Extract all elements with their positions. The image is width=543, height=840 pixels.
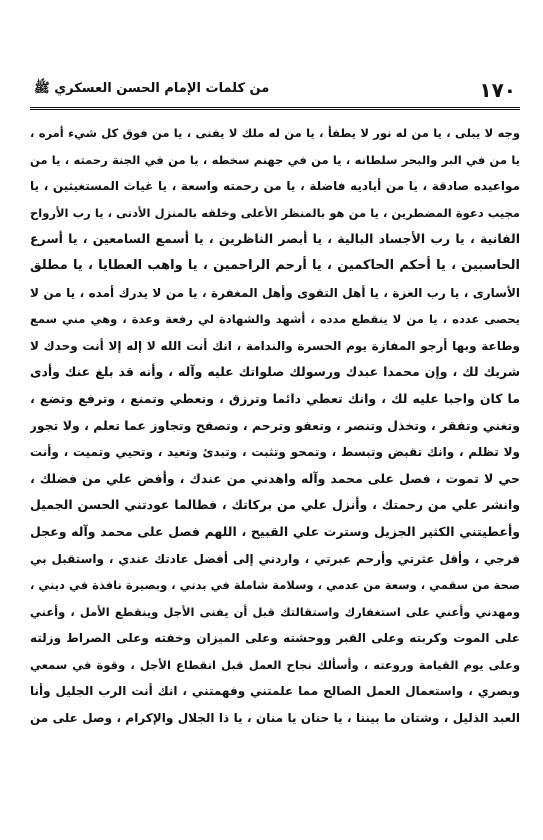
page-number: ١٧٠ [479, 78, 516, 102]
text-line: وانشر علي من رحمتك ، وأنزل علي من بركاتك ، فطالما عودتني الحسن الجميل [30, 497, 520, 513]
text-line: على الموت وكربته وعلى القبر ووحشته وعلى الميزان وخفته وعلى الصراط وزلته [30, 631, 520, 646]
text-line: وطاعة وبها أرجو المفازة يوم الحسرة والندامة ، انك أنت الله لا إله إلا أنت وحدك لا [30, 338, 520, 353]
text-line: وبصري ، واستعمال العمل الصالح مما علمتني وفهمتني ، انك أنت الرب الجليل وأنا [30, 684, 520, 699]
text-line: الأسارى ، يا رب العزة ، يا أهل التقوى وأهل المغفرة ، يا من لا يدرك أمده ، يا من لا [30, 285, 520, 300]
text-line: ما كان واجبا عليه لك ، وانك تعطي دائما وترزق ، وتعطي وتمنع ، وترفع وتضع ، [30, 390, 520, 406]
text-line: حي لا تموت ، فصل على محمد وآله واهدني من عندك ، وأفض علي من فضلك ، [30, 470, 520, 486]
text-line: وجه لا يبلى ، يا من له نور لا يطفأ ، يا من له ملك لا يفنى ، يا من فوق كل شيء أمره ، [30, 126, 520, 140]
text-line: صحة من سقمي ، وسعة من عدمي ، وسلامة شاملة في بدني ، وبصيرة نافذة في ديني ، [30, 578, 520, 593]
text-line: فرجي ، وأقل عثرتي وأرحم عبرتي ، واردني إلى أفضل عادتك عندي ، واستقبل بي [30, 551, 520, 566]
running-title: من كلمات الإمام الحسن العسكري ﷺ [34, 81, 270, 96]
text-line: مواعيده صادقة ، يا من أياديه فاضلة ، يا من رحمته واسعة ، يا غياث المستغيثين ، يا [30, 179, 520, 194]
text-line: ومهدني وأعني على استغفارك واستقالتك قبل أن يفنى الأجل وينقطع الأمل ، وأعني [30, 604, 520, 619]
text-line: الحاسبين ، يا أحكم الحاكمين ، يا أرحم الراحمين ، يا واهب العطايا ، يا مطلق [30, 257, 520, 273]
text-line: وتغني وتفقر ، وتخذل وتنصر ، وتعفو وترحم ، وتصفح وتجاوز عما تعلم ، ولا تجور [30, 417, 520, 433]
text-line: شريك لك ، وإن محمدا عبدك ورسولك صلواتك عليه وآله ، وأنه قد بلغ عنك وأدى [30, 364, 520, 380]
text-line: يحصى عدده ، يا من لا ينقطع مدده ، أشهد والشهادة لي رفعة وعدة ، وهي مني سمع [30, 312, 520, 327]
text-line: الفانية ، يا رب الأجساد البالية ، يا أبصر الناظرين ، يا أسمع السامعين ، يا أسرع [30, 231, 520, 247]
body-text [30, 120, 520, 732]
text-line: العبد الذليل ، وشتان ما بيننا ، يا حنان يا منان ، يا ذا الجلال والإكرام ، وصل على من [30, 711, 520, 726]
text-line: وعلى يوم القيامة وروعته ، وأسألك نجاح العمل قبل انقطاع الأجل ، وقوة في سمعي [30, 657, 520, 672]
text-line: يا من في البر والبحر سلطانه ، يا من في جهنم سخطه ، يا من في الجنة رحمته ، يا من [30, 152, 520, 167]
header-divider [30, 107, 520, 110]
text-line: ولا تظلم ، وانك تقبض وتبسط ، وتمحو وتثبت ، وتبدئ وتعيد ، وتحيي وتميت ، وأنت [30, 445, 520, 460]
text-line: مجيب دعوة المضطرين ، يا من هو بالمنظر الأعلى وخلقه بالمنزل الأدنى ، يا رب الأرواح [30, 205, 520, 220]
text-line: وأعطيتني الكثير الجزيل وسترت علي القبيح ، اللهم فصل على محمد وآله وعجل [30, 523, 520, 539]
page-header [30, 76, 520, 106]
